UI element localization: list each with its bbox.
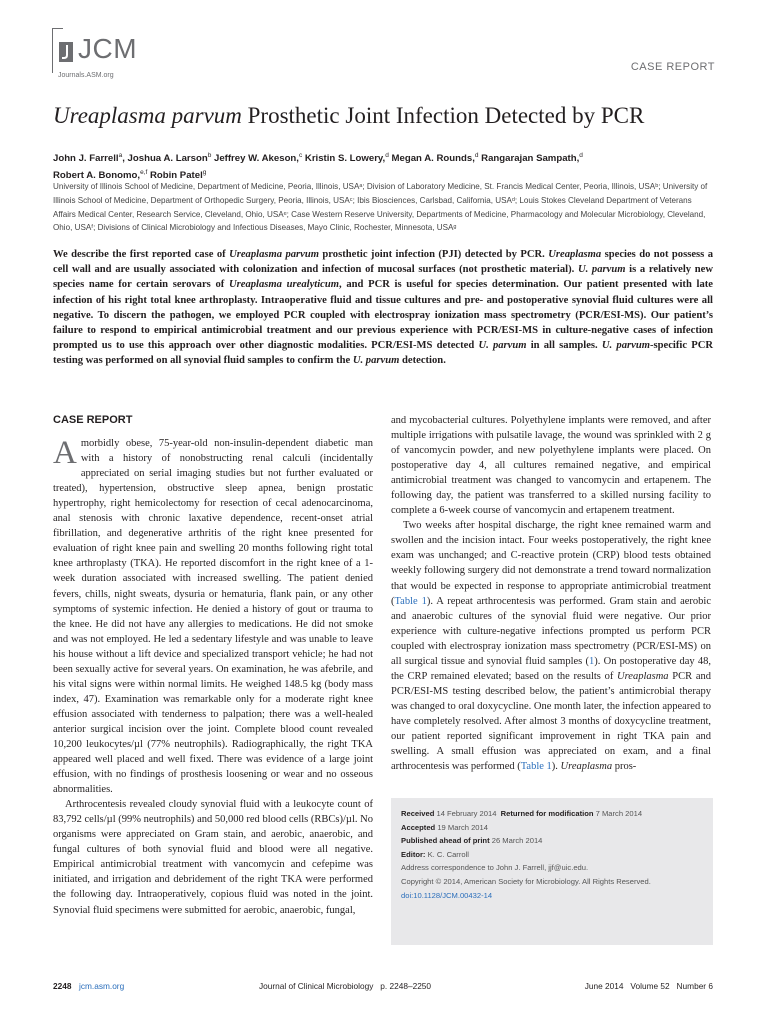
logo-site: Journals.ASM.org — [58, 72, 114, 79]
section-heading: CASE REPORT — [53, 414, 133, 426]
page-number: 2248 — [53, 981, 72, 991]
footer-site-link[interactable]: jcm.asm.org — [79, 981, 125, 991]
author[interactable]: Megan A. Rounds,$^d$ — [391, 152, 479, 165]
accepted-line: Accepted 19 March 2014 — [401, 822, 488, 832]
journal-logo — [52, 28, 138, 80]
author[interactable]: Joshua A. Larson$^b$ — [127, 152, 212, 165]
author[interactable]: Robin Patel$^g$ — [149, 168, 207, 181]
drop-cap: A — [53, 435, 77, 472]
journal-icon — [59, 42, 73, 62]
body-paragraph: Arthrocentesis revealed cloudy synovial fluid with a leukocyte count of 83,792 cells/µl (99% neutrophils) and 50,000 red blood cells (RBCs)/µl. No organisms were appreciated on Gram stain, and aerobic, anaerobic, and fungal cultures of both synovial fluid and blood were all negative. Empirical antimicrobial treatment with vancomycin and cefepime was initiated, and irrigation and debridement of the right TKA were performed the following day. Intraoperatively, copious fluid was noted in the joint. Synovial fluid specimens were submitted for aerobic, anaerobic, fungal, — [53, 799, 373, 916]
table-1-link[interactable]: Table 1 — [394, 595, 427, 607]
received-line: Received 14 February 2014 Returned for modification 7 March 2014 — [401, 809, 643, 818]
footer-journal: Journal of Clinical Microbiology p. 2248–2250 — [259, 981, 432, 991]
article-title — [53, 102, 733, 130]
body-column-right — [391, 413, 711, 774]
article-info-box — [391, 798, 713, 945]
table-1-link[interactable]: Table 1 — [520, 761, 552, 773]
author[interactable]: Rangarajan Sampath,$^d$ — [481, 152, 583, 165]
author[interactable]: John J. Farrell$^a$ — [53, 152, 123, 165]
correspondence-line[interactable]: Address correspondence to John J. Farrell, jjf@uic.edu. — [401, 863, 589, 873]
article-type-label: CASE REPORT — [630, 61, 715, 73]
body-column-left — [53, 413, 373, 918]
affiliations: University of Illinois School of Medicine, Department of Medicine, Peoria, Illinois, USAᵃ; Division of Laboratory Medicine, St. Francis Medical Center, Peoria, Illinois, USAᵇ; University of Illinois School of Medicine, Department of Orthopedic Surgery, Peoria, Illinois, USAᶜ; Ibis Biosciences, Carlsbad, California, USAᵈ; Louis Stokes Cleveland Department of Veterans Affairs Medical Center, Research Service, Cleveland, Ohio, USAᵉ; Case Western Reserve University, Departments of Medicine, Pharmacology and Molecular Microbiology, Cleveland, Ohio, USAᶠ; Divisions of Clinical Microbiology and Infectious Diseases, Mayo Clinic, Rochester, Minnesota, USAᵍ — [53, 182, 708, 233]
author[interactable]: Jeffrey W. Akeson,$^c$ — [214, 152, 303, 165]
body-paragraph: and mycobacterial cultures. Polyethylene implants were removed, and after multiple irrigations with pulsatile lavage, the wound was sprinkled with 2 g of vancomycin powder, and new polyethylene implants were placed. On postoperative day 4, all cultures remained negative, and empirical antimicrobial treatment was changed to vancomycin and ertapenem. The following day, the patient was transferred to a skilled nursing facility to complete a 6-week course of vancomycin and ertapenem treatment. — [391, 415, 711, 517]
reference-1-link[interactable]: 1 — [589, 655, 595, 667]
body-paragraph: A morbidly obese, 75-year-old non-insulin-dependent diabetic man with a history of nonobstructing renal calculi (incidentally appreciated on serial imaging studies but not further evaluated or treated), hypertension, obstructive sleep apnea, benign prostatic hypertrophy, right hemicolectomy for resection of cecal adenocarcinoma, anal stenosis with chronic laxative dependence, recent-onset atrial fibrillation, and degenerative arthritis of the right knee presented for evaluation of right knee pain and swelling 20 months following right total knee arthroplasty (TKA). He reported discomfort in the right knee of a 1-week duration associated with increased swelling. The patient denied fevers, chills, night sweats, dysuria or hematuria, flank pain, or any other symptoms of systemic infection. He denied a history of gout or trauma to the knee. He did not have any allergies to medications. He did not smoke and was not employed. He led a sedentary lifestyle and was unable to leave his house without a lift device and specialized transport vehicle; he had not been sexually active for several years. On examination, he was afebrile, and his vital signs were within normal limits. He weighed 148.5 kg (body mass index, 47). Examination was remarkable only for a moderate right knee effusion associated with tenderness to palpation; there was a well-healed anterior surgical incision over the joint. Complete blood count revealed 10,200 leukocytes/µl (77% neutrophils). Radiographically, the right TKA appeared well placed and well fixed. There was evidence of a large joint effusion, with no findings of prosthesis loosening or wear and no osseous abnormalities. — [53, 435, 373, 796]
copyright-line: Copyright © 2014, American Society for Microbiology. All Rights Reserved. — [401, 876, 651, 886]
body-paragraph: Two weeks after hospital discharge, the right knee remained warm and swollen and the incision intact. Four weeks postoperatively, the right knee exam was unchanged; and C-reactive protein (CRP) blood tests obtained weekly following surgery did not demonstrate a trend toward normalization that would be expected in response to appropriate antimicrobial treatment (Table 1). A repeat arthrocentesis was performed. Gram stain and aerobic and anaerobic cultures of the synovial fluid were negative. Our prior experience with culture-negative infections prompted us perform PCR coupled with electrospray ionization mass spectrometry (PCR/ESI-MS) on all surgical tissue and synovial fluid samples (1). On postoperative day 48, the CRP remained elevated; based on the results of Ureaplasma PCR and PCR/ESI-MS testing described below, the patient’s antimicrobial therapy was changed to oral doxycycline. One month later, the infection appeared to have completely resolved. After almost 3 months of doxycycline treatment, our patient reported significant improvement in right TKA pain and swelling. A small effusion was appreciated on exam, and a final arthrocentesis was performed (Table 1). Ureaplasma pros- — [391, 520, 712, 773]
author[interactable]: Robert A. Bonomo,$^{e,f}$ — [53, 168, 148, 181]
author[interactable]: Kristin S. Lowery,$^d$ — [304, 152, 389, 165]
editor-line: Editor: K. C. Carroll — [401, 849, 469, 859]
footer-issue: June 2014 Volume 52 Number 6 — [584, 981, 713, 991]
published-line: Published ahead of print 26 March 2014 — [401, 836, 543, 846]
author-list: John J. Farrell$^a$, Joshua A. Larson$^b$ Jeffrey W. Akeson,$^c$ Kristin S. Lowery,$^d$ Megan A. Rounds,$^d$ Rangarajan Sampath,$^d$ Robert A. Bonomo,$^{e,f}$ Robin Patel$^g$ — [53, 152, 583, 181]
doi-link[interactable]: doi:10.1128/JCM.00432-14 — [401, 890, 493, 900]
abstract: We describe the first reported case of Ureaplasma parvum prosthetic joint infection (PJI) detected by PCR. Ureaplasma species do not possess a cell wall and are usually associated with colonization and infection of mucosal surfaces (not prosthetic material). U. parvum is a relatively new species name for certain serovars of Ureaplasma urealyticum, and PCR is useful for species determination. Our patient presented with late infection of his right total knee arthroplasty. Intraoperative fluid and tissue cultures and pre- and postoperative synovial fluid cultures were all negative. To discern the pathogen, we employed PCR coupled with electrospray ionization mass spectrometry (PCR/ESI-MS). Our patient’s failure to respond to empirical antimicrobial treatment and our previous experience with PCR/ESI-MS in culture-negative cases of infection prompted us to use this approach over other diagnostic modalities. PCR/ESI-MS detected U. parvum in all samples. U. parvum-specific PCR testing was performed on all synovial fluid samples to confirm the U. parvum detection. — [53, 249, 714, 367]
title-species: Ureaplasma parvum — [53, 103, 242, 128]
title-rest: Prosthetic Joint Infection Detected by PCR — [241, 103, 645, 128]
logo-text: JCM — [78, 33, 138, 64]
